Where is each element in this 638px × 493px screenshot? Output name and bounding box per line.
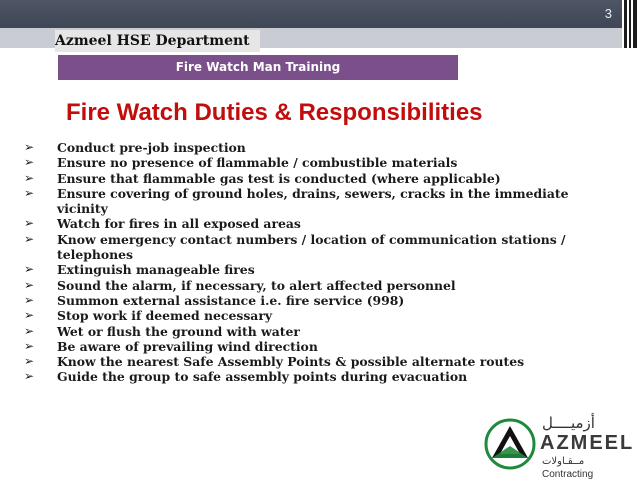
duty-text: Ensure that flammable gas test is conducted (where applicable) [57,170,501,186]
bullet-arrow-icon: ➢ [24,338,35,353]
duty-item [24,232,614,263]
logo-subtitle: Contracting [542,469,594,480]
page-number: 3 [604,6,612,21]
company-logo [484,412,635,487]
duty-text: Sound the alarm, if necessary, to alert affected personnel [57,277,456,293]
duty-item [24,278,614,293]
duty-item [24,293,614,308]
bullet-arrow-icon: ➢ [24,292,35,307]
logo-arabic-name: أزميــــل [542,414,595,432]
duty-text: Ensure covering of ground holes, drains, sewers, cracks in the immediate vicinity [57,185,569,217]
duty-item [24,216,614,231]
duty-text: Guide the group to safe assembly points during evacuation [57,369,468,385]
logo-arabic-subtitle: مــقـاولات [542,456,585,467]
duty-item [24,308,614,323]
bullet-arrow-icon: ➢ [24,155,35,170]
duty-item [24,339,614,354]
duty-item [24,262,614,277]
duty-text: Know emergency contact numbers / location of communication stations / telephones [57,231,566,263]
duty-item [24,140,614,155]
bullet-arrow-icon: ➢ [24,231,35,246]
bullet-arrow-icon: ➢ [24,262,35,277]
duty-item [24,324,614,339]
bullet-arrow-icon: ➢ [24,369,35,384]
duty-text: Extinguish manageable fires [57,262,255,278]
duty-item [24,369,614,384]
bullet-arrow-icon: ➢ [24,216,35,231]
duty-text: Stop work if deemed necessary [57,308,273,324]
duty-item [24,155,614,170]
duty-text: Conduct pre-job inspection [57,140,246,155]
edge-lines-decoration [623,0,638,48]
bullet-arrow-icon: ➢ [24,354,35,369]
bullet-arrow-icon: ➢ [24,277,35,292]
training-text: Fire Watch Man Training [175,60,341,74]
duty-item [24,354,614,369]
slide-title: Fire Watch Duties & Responsibilities [66,99,483,126]
edge-line [629,0,631,48]
duty-item [24,171,614,186]
edge-line [633,0,637,48]
duty-text: Know the nearest Safe Assembly Points & possible alternate routes [57,354,525,370]
duty-text: Summon external assistance i.e. fire service (998) [57,292,405,308]
logo-name: AZMEEL [540,432,635,454]
duty-text: Watch for fires in all exposed areas [57,216,301,232]
azmeel-triangle-logo-icon [484,418,536,470]
department-label [55,30,260,52]
bullet-arrow-icon: ➢ [24,323,35,338]
edge-line [624,0,627,48]
training-banner [58,55,458,80]
duty-text: Ensure no presence of flammable / combustible materials [57,155,458,171]
duty-text: Wet or flush the ground with water [57,323,300,339]
bullet-arrow-icon: ➢ [24,185,35,200]
bullet-arrow-icon: ➢ [24,308,35,323]
duty-item [24,186,614,217]
bullet-arrow-icon: ➢ [24,170,35,185]
department-text: Azmeel HSE Department [55,33,250,49]
duty-text: Be aware of prevailing wind direction [57,338,318,354]
duties-list [24,140,614,385]
top-banner [0,0,622,28]
bullet-arrow-icon: ➢ [24,140,35,154]
